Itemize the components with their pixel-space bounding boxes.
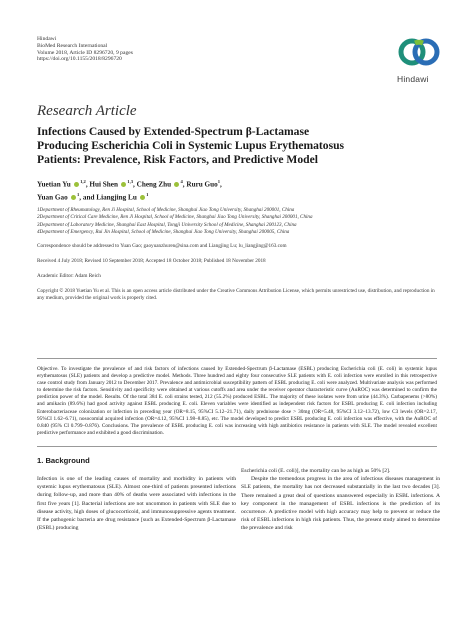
author-name[interactable]: Ruru Guo xyxy=(186,180,218,189)
orcid-icon[interactable] xyxy=(74,182,80,188)
section-heading: 1. Background xyxy=(37,456,90,465)
correspondence: Correspondence should be addressed to Yuan Gao; gaoyuanzhuren@sina.com and Liangjing Lu; lu_liangjing@163.com xyxy=(37,243,287,249)
author-list xyxy=(37,177,447,203)
author-affiliation: 1 xyxy=(217,179,221,184)
author-affiliation: 1 xyxy=(146,191,149,197)
body-paragraph: Escherichia coli (E. coli)], the mortality can be as high as 50% [2]. xyxy=(241,468,391,474)
volume-info: Volume 2018, Article ID 8296720, 9 pages xyxy=(37,49,133,56)
author-separator: , xyxy=(182,180,185,189)
body-paragraph: Despite the tremendous progress in the area of infectious diseases management in SLE patients, the mortality has not decreased substantially in the last two decades [3]. There remained a great deal of questions unanswered especially in ESBL infections. A key component in the management of ESBL infections is the prediction of its occurrence. A predictive model with high accuracy may help to prevent or reduce the risk of ESBL infections in high risk patients. Thus, the present study aimed to determine the prevalence and risk xyxy=(241,476,440,532)
journal-name: BioMed Research International xyxy=(37,42,108,49)
orcid-icon[interactable] xyxy=(71,195,77,201)
abstract-divider xyxy=(37,446,437,447)
title-line: Infections Caused by Extended-Spectrum β-Lactamase xyxy=(37,125,310,138)
author-name[interactable]: Liangjing Lu xyxy=(96,193,137,202)
affiliation: 1Department of Rheumatology, Ren Ji Hospital, School of Medicine, Shanghai Jiao Tong University, Shanghai 200001, China xyxy=(37,207,295,213)
affiliation: 4Department of Emergency, Rui Jin Hospital, School of Medicine, Shanghai Jiao Tong University, Shanghai 200005, China xyxy=(37,229,290,236)
author-separator: , xyxy=(220,180,222,189)
title-line: Patients: Prevalence, Risk Factors, and Predictive Model xyxy=(37,153,318,166)
article-type: Research Article xyxy=(37,103,137,119)
affiliation: 3Department of Laboratory Medicine, Shanghai East Hospital, Tongji University School of Medicine, Shanghai 200123, China xyxy=(37,221,297,228)
affiliation: 2Department of Critical Care Medicine, Ren Ji Hospital, School of Medicine, Shanghai Jiao Tong University, Shanghai 200001, China xyxy=(37,214,313,221)
author-name[interactable]: Yuan Gao xyxy=(37,193,68,202)
abstract: Objective. To investigate the prevalence of and risk factors of infections caused by Extended-Spectrum β-Lactamase (ESBL) producing Escherichia coli (E. coli) in systemic lupus erythematosus (SLE) patients and develop a predictive model. Methods. Three hundred and eighty four consecutive SLE patients with E. coli infection were enrolled in this retrospective case control study from January 2012 to December 2017. Prevalence and antimicrobial susceptibility pattern of ESBL producing E. coli were analyzed. Multivariate analysis was performed to determine the risk factors. Sensitivity and specificity were obtained at various cutoffs and area under the receiver operator characteristic curve (AuROC) was determined to confirm the prediction power of the model. Results. Of the total 384 E. coli strains tested, 212 (55.2%) produced ESBL. The majority of these isolates were from urine (44.3%). Carbapenems (>80%) and amikacin (89.6%) had good activity against ESBL producing E. coli. Eleven variables were identified as independent risk factors for ESBL producing E. coli infection including Enterobacteriaceae colonization or infection in preceding year (OR=8.15, 95%CI 5.12–21.71), daily prednisone dose > 30mg (OR=5.48, 95%CI 3.12–13.72), low C3 levels (OR=2.17, 95%CI 1.62–6.71), nosocomial acquired infection (OR=4.12, 95%CI 1.98–8.85), etc. The model developed to predict ESBL producing E. coli infection was effective, with the AuROC of 0.840 (95% CI 0.799–0.876). Conclusions. The prevalence of ESBL producing E. coli was increasing with high antibiotics resistance in patients with SLE. The model revealed excellent predictive performance and exhibited a good discrimination. xyxy=(37,366,437,436)
copyright-notice: Copyright © 2018 Yuetian Yu et al. This is an open access article distributed under the Creative Commons Attribution License, which permits unrestricted use, distribution, and reproduction in any medium, provided the original work is properly cited. xyxy=(37,288,435,302)
affiliation-list xyxy=(37,207,447,237)
doi-link[interactable]: https://doi.org/10.1155/2018/8296720 xyxy=(37,56,122,63)
author-name[interactable]: Hui Shen xyxy=(89,180,118,189)
academic-editor: Academic Editor: Adam Reich xyxy=(37,273,101,279)
author-affiliation: 1,2 xyxy=(80,179,86,184)
author-separator: , xyxy=(133,180,135,189)
logo-text: Hindawi xyxy=(397,74,429,84)
author-affiliation: 1 xyxy=(77,191,80,197)
author-separator: , xyxy=(85,180,88,189)
publication-dates: Received 4 July 2018; Revised 10 September 2018; Accepted 18 October 2018; Published 18 November 2018 xyxy=(37,258,266,264)
author-name[interactable]: Cheng Zhu xyxy=(136,180,172,189)
abstract-divider xyxy=(37,358,437,359)
author-affiliation: 4 xyxy=(180,179,183,184)
journal-header xyxy=(37,36,133,63)
publisher-name: Hindawi xyxy=(37,36,57,42)
author-affiliation: 1,3 xyxy=(127,179,134,184)
author-name[interactable]: Yuetian Yu xyxy=(37,180,71,189)
body-column-right xyxy=(241,467,440,533)
orcid-icon[interactable] xyxy=(140,195,146,201)
article-title xyxy=(37,125,447,167)
author-separator: , xyxy=(79,193,82,202)
title-line: Producing Escherichia Coli in Systemic Lupus Erythematosus xyxy=(37,139,345,152)
body-column-left xyxy=(37,475,236,532)
orcid-icon[interactable] xyxy=(174,182,180,188)
body-paragraph: Infection is one of the leading causes of mortality and morbidity in patients with systemic lupus erythematosus (SLE). Almost one-third of patients presented infections during follow-up, and more than 40% of deaths were associated with infections in the first five years [1]. Bacterial infections are not uncommon in patients with SLE due to disease activity, high doses of glucocorticoid, and immunosuppressive agents treatment. If the pathogenic bacteria are drug resistance [such as Extended-Spectrum β-Lactamase (ESBL) producing xyxy=(37,476,236,532)
author-separator: and xyxy=(82,193,95,202)
orcid-icon[interactable] xyxy=(121,182,127,188)
